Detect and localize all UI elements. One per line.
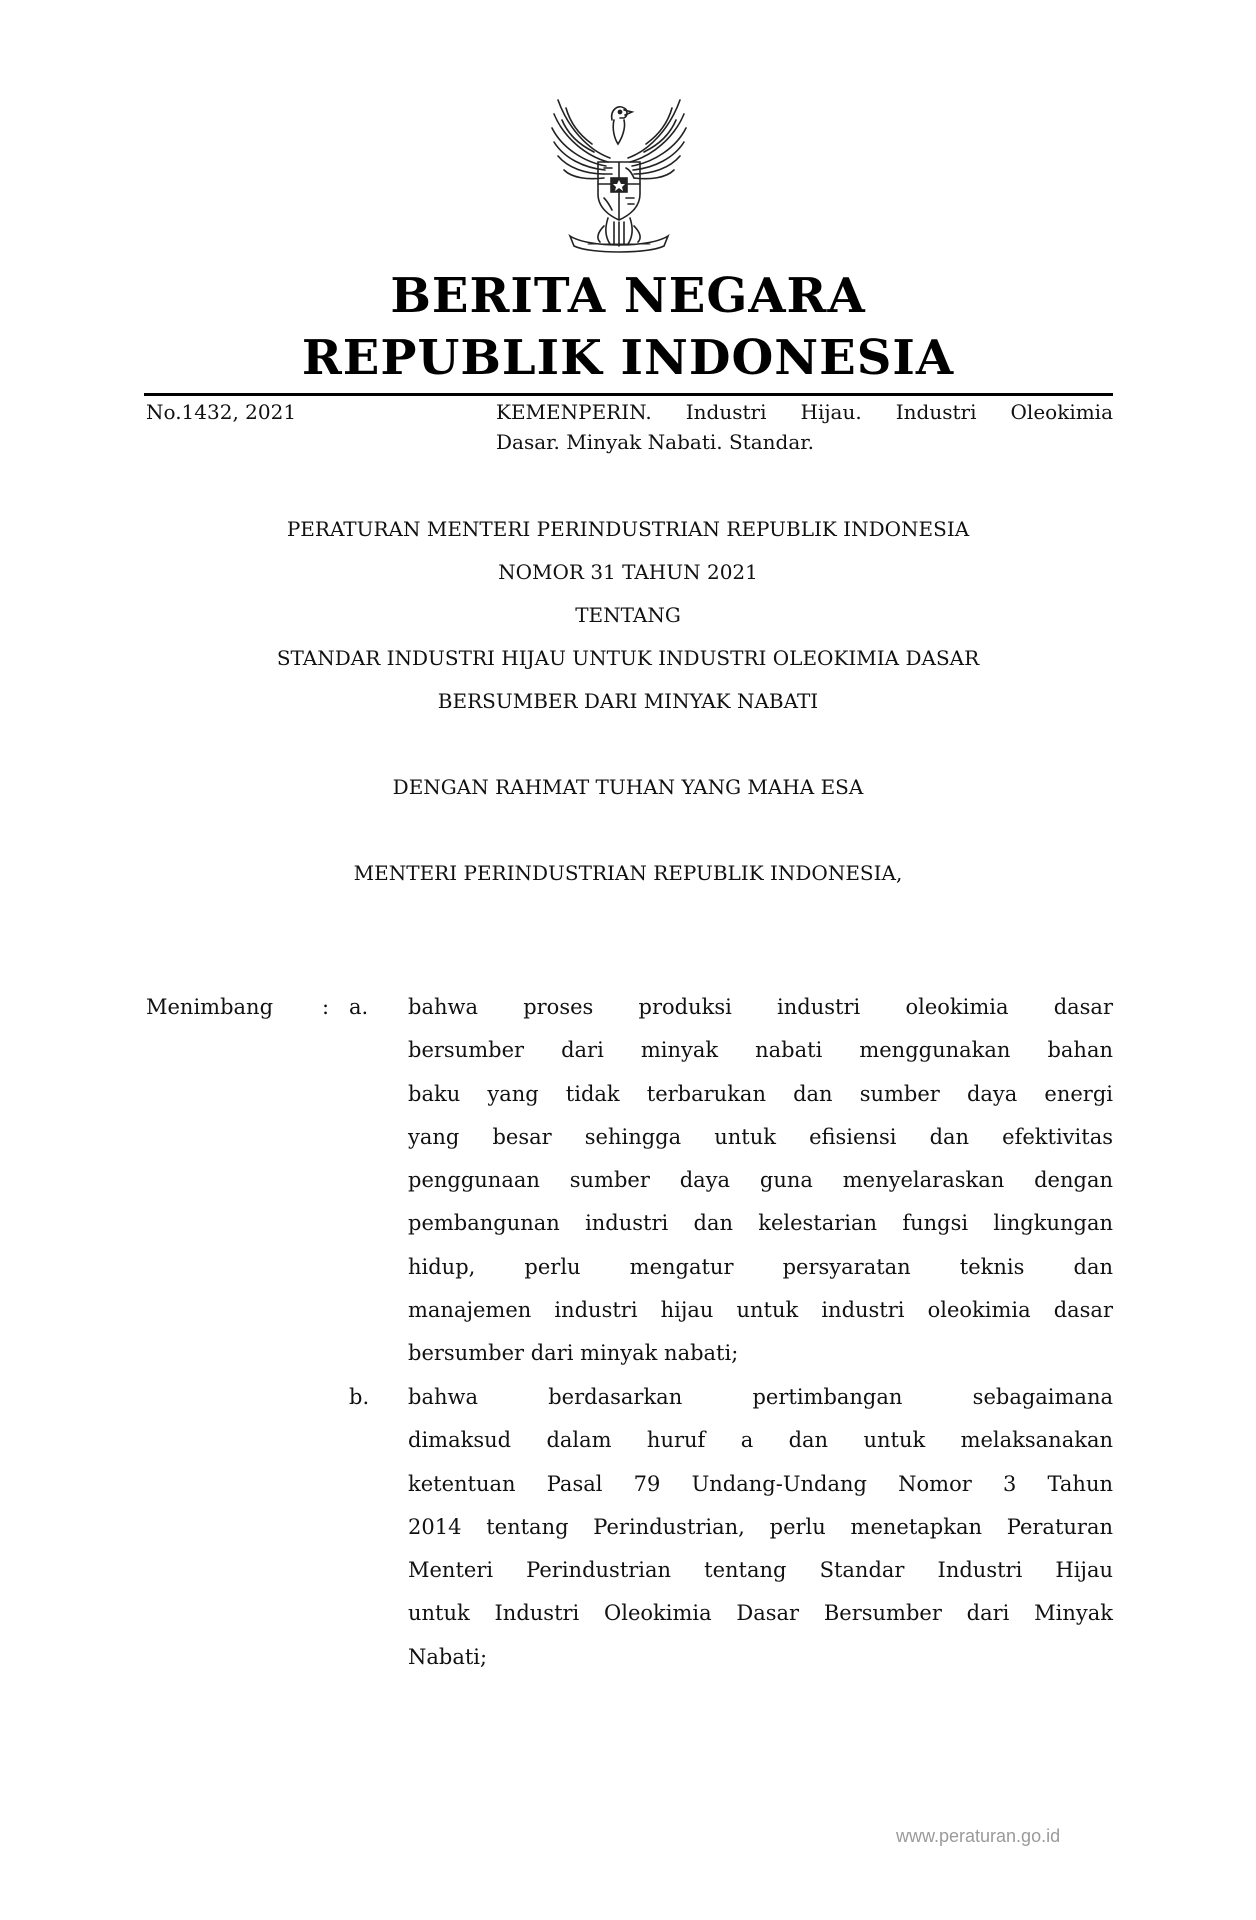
text-line: manajemen industri hijau untuk industri oleokimia dasar	[408, 1298, 1113, 1323]
regulation-subject-line2: BERSUMBER DARI MINYAK NABATI	[437, 689, 819, 713]
text-line: Menteri Perindustrian tentang Standar Industri Hijau	[408, 1558, 1113, 1583]
masthead-title-line1: BERITA NEGARA	[390, 268, 866, 324]
consideration-b-text	[408, 1376, 1113, 1679]
regulation-subject-line1: STANDAR INDUSTRI HIJAU UNTUK INDUSTRI OLEOKIMIA DASAR	[276, 646, 980, 670]
regulation-title: PERATURAN MENTERI PERINDUSTRIAN REPUBLIK INDONESIA	[286, 517, 970, 541]
text-line: Nabati;	[408, 1644, 488, 1669]
text-line: yang besar sehingga untuk efisiensi dan efektivitas	[408, 1124, 1113, 1149]
text-line: bersumber dari minyak nabati;	[408, 1341, 739, 1366]
text-line: untuk Industri Oleokimia Dasar Bersumber dari Minyak	[408, 1601, 1113, 1626]
regulation-invocation: DENGAN RAHMAT TUHAN YANG MAHA ESA	[392, 775, 864, 799]
text-line: ketentuan Pasal 79 Undang-Undang Nomor 3 Tahun	[408, 1471, 1113, 1496]
masthead-divider	[144, 393, 1113, 396]
footer-website-url: www.peraturan.go.id	[896, 1826, 1061, 1846]
text-line: hidup, perlu mengatur persyaratan teknis dan	[408, 1254, 1113, 1279]
consideration-a-letter: a.	[349, 995, 369, 1019]
masthead-title-line2: REPUBLIK INDONESIA	[301, 330, 955, 386]
text-line: pembangunan industri dan kelestarian fungsi lingkungan	[408, 1211, 1113, 1236]
text-line: dimaksud dalam huruf a dan untuk melaksanakan	[408, 1428, 1113, 1453]
consideration-a-text	[408, 986, 1113, 1376]
considerations-label: Menimbang	[146, 995, 274, 1019]
issue-topic-line: KEMENPERIN. Industri Hijau. Industri Oleokimia	[496, 400, 1113, 424]
text-line: bahwa proses produksi industri oleokimia dasar	[408, 995, 1113, 1019]
considerations-colon: :	[322, 995, 330, 1019]
text-line: bersumber dari minyak nabati menggunakan bahan	[408, 1038, 1113, 1063]
consideration-b-letter: b.	[349, 1385, 370, 1409]
regulation-issuer: MENTERI PERINDUSTRIAN REPUBLIK INDONESIA,	[353, 861, 903, 885]
regulation-number: NOMOR 31 TAHUN 2021	[498, 560, 758, 584]
text-line: 2014 tentang Perindustrian, perlu menetapkan Peraturan	[408, 1514, 1113, 1539]
issue-number: No.1432, 2021	[146, 400, 297, 424]
regulation-about: TENTANG	[575, 603, 681, 627]
issue-topic-line: Dasar. Minyak Nabati. Standar.	[496, 430, 814, 454]
text-line: baku yang tidak terbarukan dan sumber daya energi	[408, 1081, 1113, 1106]
garuda-emblem-icon	[548, 98, 690, 254]
text-line: bahwa berdasarkan pertimbangan sebagaimana	[408, 1385, 1113, 1409]
text-line: penggunaan sumber daya guna menyelaraskan dengan	[408, 1168, 1113, 1193]
issue-topic	[496, 397, 1113, 457]
